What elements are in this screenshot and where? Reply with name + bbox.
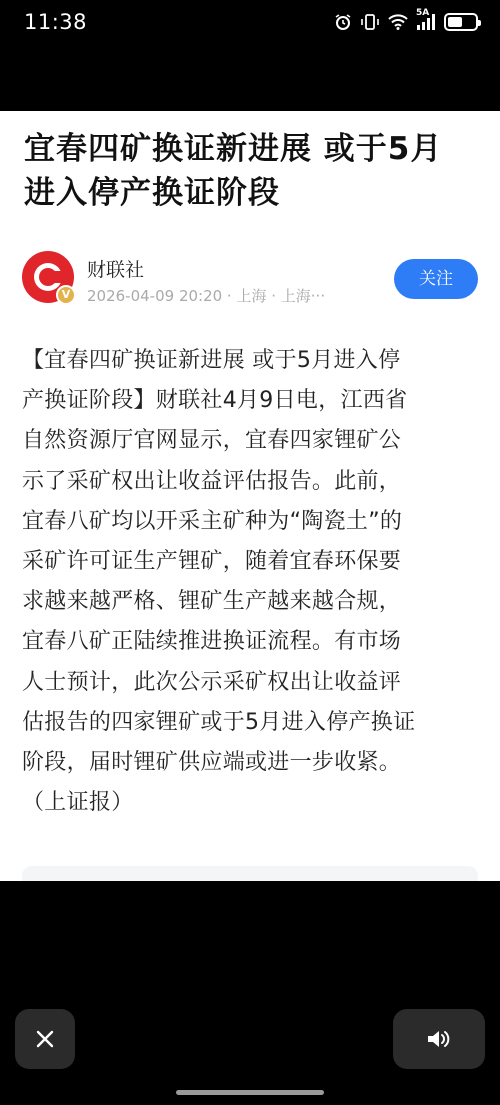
alarm-icon bbox=[334, 13, 352, 31]
avatar-logo-gap bbox=[54, 271, 68, 283]
article-panel bbox=[0, 111, 500, 881]
body-line: 自然资源厅官网显示，宜春四家锂矿公 bbox=[22, 428, 402, 454]
title-line: 宜春四矿换证新进展 或于5月 bbox=[24, 131, 443, 167]
body-line: 宜春八矿正陆续推进换证流程。有市场 bbox=[22, 629, 402, 655]
close-button[interactable] bbox=[15, 1009, 75, 1069]
signal-5g-icon bbox=[416, 8, 436, 30]
close-icon bbox=[35, 1029, 55, 1049]
body-line: 示了采矿权出让收益评估报告。此前， bbox=[22, 468, 402, 494]
body-line: 产换证阶段】财联社4月9日电，江西省 bbox=[22, 388, 408, 414]
status-icons bbox=[334, 8, 478, 31]
follow-button[interactable]: 关注 bbox=[394, 259, 478, 299]
battery-icon bbox=[444, 13, 478, 31]
status-bar bbox=[0, 0, 500, 46]
status-time: 11:38 bbox=[24, 10, 88, 34]
body-line: （上证报） bbox=[22, 790, 134, 816]
article-title bbox=[24, 127, 479, 215]
avatar[interactable] bbox=[22, 251, 74, 303]
signal-label: 5A bbox=[416, 8, 430, 18]
related-card[interactable] bbox=[22, 866, 478, 881]
author-row bbox=[22, 251, 478, 307]
article-body bbox=[22, 341, 480, 823]
author-meta: 2026-04-09 20:20 · 上海 · 上海··· bbox=[87, 287, 326, 305]
body-line: 【宜春四矿换证新进展 或于5月进入停 bbox=[22, 348, 401, 373]
battery-level bbox=[448, 17, 462, 27]
body-line: 阶段，届时锂矿供应端或进一步收紧。 bbox=[22, 750, 402, 776]
vibrate-icon bbox=[360, 13, 380, 31]
verified-badge-icon: V bbox=[56, 285, 76, 305]
author-name[interactable]: 财联社 bbox=[87, 259, 145, 281]
body-line: 估报告的四家锂矿或于5月进入停产换证 bbox=[22, 709, 416, 735]
body-line: 采矿许可证生产锂矿，随着宜春环保要 bbox=[22, 549, 402, 575]
title-line: 进入停产换证阶段 bbox=[24, 175, 280, 211]
wifi-icon bbox=[388, 14, 408, 30]
body-line: 求越来越严格、锂矿生产越来越合规， bbox=[22, 589, 402, 615]
body-line: 人士预计，此次公示采矿权出让收益评 bbox=[22, 669, 402, 695]
speaker-icon bbox=[426, 1028, 452, 1050]
body-line: 宜春八矿均以开采主矿种为“陶瓷土”的 bbox=[22, 508, 403, 534]
home-indicator[interactable] bbox=[176, 1090, 324, 1095]
sound-button[interactable] bbox=[393, 1009, 485, 1069]
